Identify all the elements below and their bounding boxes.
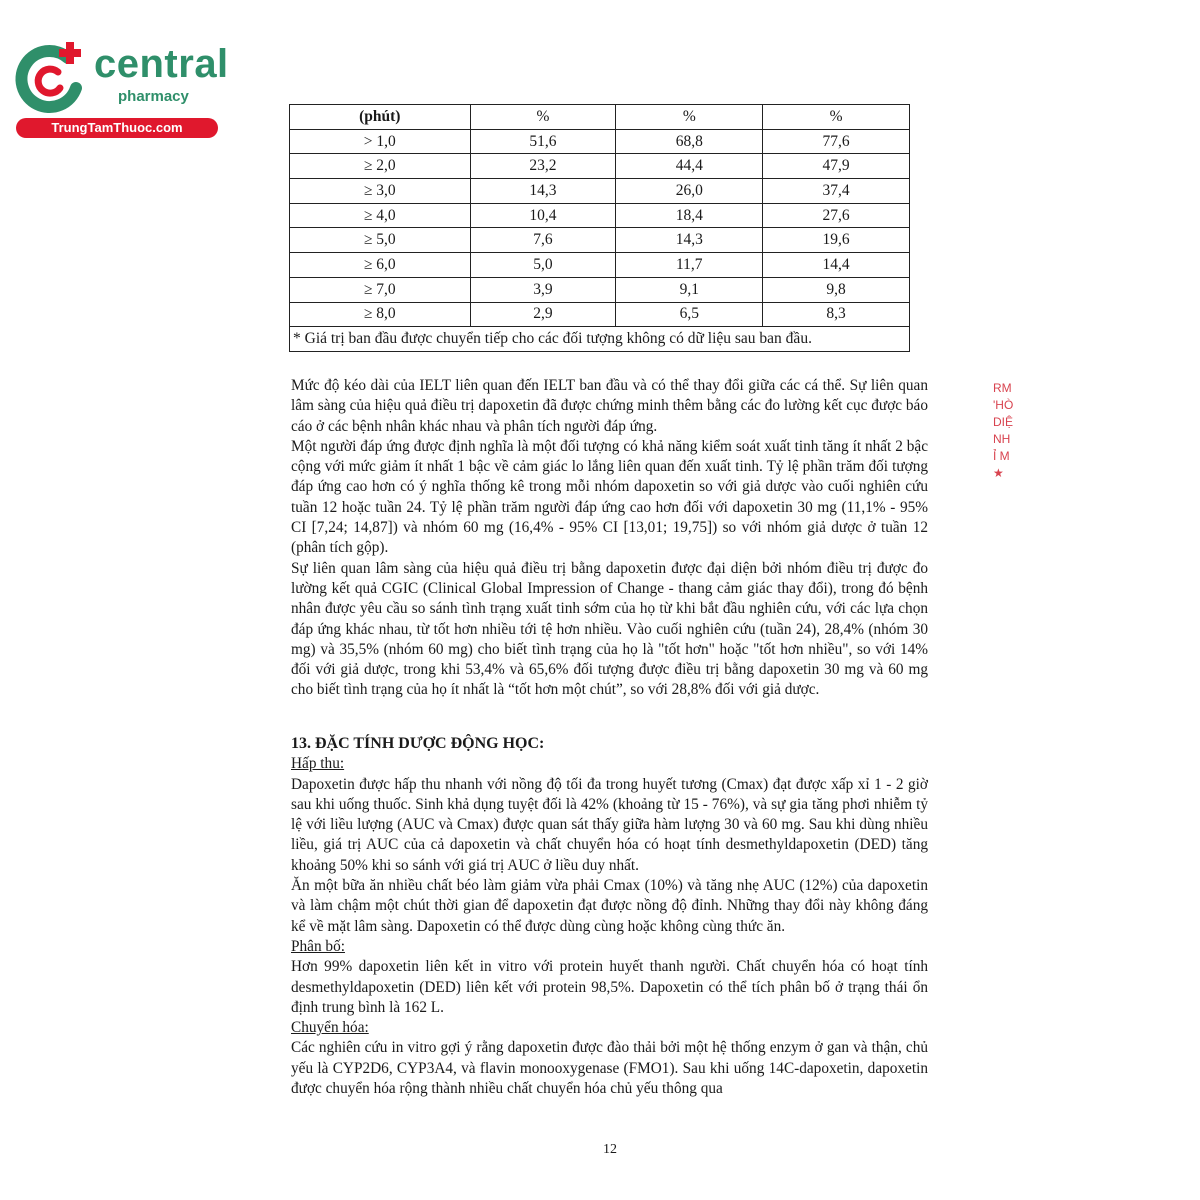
stamp-text: DIỆ <box>993 415 1014 429</box>
table-row <box>290 179 910 204</box>
table-cell: 23,2 <box>470 154 616 179</box>
stamp-text: 'HÒ <box>993 398 1014 412</box>
paragraph: Ăn một bữa ăn nhiều chất béo làm giảm vừa phải Cmax (10%) và tăng nhẹ AUC (12%) của dapoxetin và làm chậm một chút thời gian để dapoxetin đạt được nồng độ đỉnh. Những thay đổi này không đáng kể về mặt lâm sàng. Dapoxetin có thể được dùng cùng hoặc không cùng thức ăn. <box>291 877 928 935</box>
table-cell: 14,3 <box>470 179 616 204</box>
table-header-cell: % <box>763 105 910 130</box>
table-cell: 14,4 <box>763 253 910 278</box>
table-cell: 14,3 <box>616 228 763 253</box>
table-cell: 18,4 <box>616 203 763 228</box>
section-heading: 13. ĐẶC TÍNH DƯỢC ĐỘNG HỌC: <box>291 735 545 752</box>
table-cell: 27,6 <box>763 203 910 228</box>
stamp-text: Ỉ M <box>993 449 1010 463</box>
table-cell: ≥ 2,0 <box>290 154 471 179</box>
table-cell: 6,5 <box>616 302 763 327</box>
table-cell: 77,6 <box>763 129 910 154</box>
table-cell: ≥ 6,0 <box>290 253 471 278</box>
table-cell: ≥ 7,0 <box>290 277 471 302</box>
logo-name: central <box>94 42 229 86</box>
table-cell: 3,9 <box>470 277 616 302</box>
table-cell: 37,4 <box>763 179 910 204</box>
subheading-distribution: Phân bố: <box>291 937 345 955</box>
stamp-text: NH <box>993 432 1011 446</box>
paragraph: Sự liên quan lâm sàng của hiệu quả điều trị bằng dapoxetin được đại diện bởi nhóm điều trị được đo lường kết quả CGIC (Clinical Global Impression of Change - thang cảm giác thay đổi), trong đó bệnh nhân được yêu cầu so sánh tình trạng xuất tinh sớm của họ từ khi bắt đầu nghiên cứu, với các lựa chọn đáp ứng khác nhau, từ tốt hơn nhiều tới tệ hơn nhiều. Vào cuối nghiên cứu (tuần 24), 28,4% (nhóm 30 mg) và 35,5% (nhóm 60 mg) cho biết tình trạng của họ là "tốt hơn" hoặc "tốt hơn nhiều", so với 14% đối với giả dược, trong khi 53,4% và 65,6% đối tượng được điều trị bằng dapoxetin 30 mg và 60 mg cho biết tình trạng của họ ít nhất là “tốt hơn một chút”, so với 28,8% đối với giả dược. <box>291 559 928 699</box>
logo-website[interactable]: TrungTamThuoc.com <box>16 118 218 138</box>
table-cell: 10,4 <box>470 203 616 228</box>
table-footnote: * Giá trị ban đầu được chuyển tiếp cho các đối tượng không có dữ liệu sau ban đầu. <box>290 327 910 352</box>
table-cell: 68,8 <box>616 129 763 154</box>
table-cell: 19,6 <box>763 228 910 253</box>
table-cell: 2,9 <box>470 302 616 327</box>
paragraph: Một người đáp ứng được định nghĩa là một đối tượng có khả năng kiểm soát xuất tinh tăng ít nhất 2 bậc cộng với mức giảm ít nhất 1 bậc về cảm giác lo lắng liên quan đến xuất tinh. Tỷ lệ phần trăm đối tượng đáp ứng cao hơn có ý nghĩa thống kê trong mỗi nhóm dapoxetin so với giả dược vào cuối nghiên cứu tuần 12 hoặc tuần 24. Tỷ lệ phần trăm người đáp ứng cao hơn đối với dapoxetin 30 mg (11,1% - 95% CI [7,24; 14,87]) và nhóm 60 mg (16,4% - 95% CI [13,01; 19,75]) so với nhóm giả dược ở tuần 12 (phân tích gộp). <box>291 437 928 557</box>
stamp-text: RM <box>993 381 1012 395</box>
table-cell: 44,4 <box>616 154 763 179</box>
table-row <box>290 203 910 228</box>
table-header-cell: % <box>470 105 616 130</box>
table-cell: ≥ 5,0 <box>290 228 471 253</box>
paragraph: Hơn 99% dapoxetin liên kết in vitro với protein huyết thanh người. Chất chuyển hóa có hoạt tính desmethyldapoxetin (DED) liên kết với protein 98,5%. Dapoxetin có thể tích phân bố ở trạng thái ổn định trung bình là 162 L. <box>291 958 928 1016</box>
central-pharmacy-logo <box>10 38 229 138</box>
pharmacy-logo-icon <box>10 38 90 118</box>
stamp-star: ★ <box>993 466 1004 480</box>
table-cell: 26,0 <box>616 179 763 204</box>
table-cell: ≥ 4,0 <box>290 203 471 228</box>
table-cell: 9,1 <box>616 277 763 302</box>
table-header-cell: % <box>616 105 763 130</box>
table-cell: 51,6 <box>470 129 616 154</box>
table-cell: 47,9 <box>763 154 910 179</box>
table-row <box>290 277 910 302</box>
table-cell: ≥ 3,0 <box>290 179 471 204</box>
paragraph: Các nghiên cứu in vitro gợi ý rằng dapoxetin được đào thải bởi một hệ thống enzym ở gan và thận, chủ yếu là CYP2D6, CYP3A4, và flavin monooxygenase (FMO1). Sau khi uống 14C-dapoxetin, dapoxetin được chuyển hóa rộng thành nhiều chất chuyển hóa chủ yếu thông qua <box>291 1039 928 1098</box>
table-cell: 7,6 <box>470 228 616 253</box>
table-header-row <box>290 105 910 130</box>
response-rate-table <box>289 104 910 352</box>
table-row <box>290 129 910 154</box>
table-row <box>290 253 910 278</box>
table-cell: 5,0 <box>470 253 616 278</box>
page-number: 12 <box>603 1142 617 1157</box>
table-row <box>290 228 910 253</box>
table-cell: 8,3 <box>763 302 910 327</box>
subheading-metabolism: Chuyển hóa: <box>291 1019 369 1037</box>
table-header-cell: (phút) <box>290 105 471 130</box>
table-row <box>290 302 910 327</box>
paragraph: Dapoxetin được hấp thu nhanh với nồng độ tối đa trong huyết tương (Cmax) đạt được xấp xỉ 1 - 2 giờ sau khi uống thuốc. Sinh khả dụng tuyệt đối là 42% (khoảng từ 15 - 76%), và sự gia tăng phơi nhiễm tỷ lệ với liều lượng (AUC và Cmax) được quan sát thấy giữa hàm lượng 30 và 60 mg. Sau khi dùng nhiều liều, giá trị AUC của cả dapoxetin và chất chuyển hóa có hoạt tính desmethyldapoxetin (DED) tăng khoảng 50% khi so sánh với giá trị AUC ở liều duy nhất. <box>291 775 928 874</box>
logo-subtitle: pharmacy <box>118 88 189 105</box>
efficacy-section <box>291 376 928 701</box>
table-cell: 11,7 <box>616 253 763 278</box>
red-stamp <box>993 380 1023 482</box>
table-cell: > 1,0 <box>290 129 471 154</box>
subheading-absorption: Hấp thu: <box>291 755 345 773</box>
table-footnote-row <box>290 327 910 352</box>
table-row <box>290 154 910 179</box>
table-cell: 9,8 <box>763 277 910 302</box>
table-cell: ≥ 8,0 <box>290 302 471 327</box>
paragraph: Mức độ kéo dài của IELT liên quan đến IELT ban đầu và có thể thay đổi giữa các cá thể. Sự liên quan lâm sàng của hiệu quả điều trị dapoxetin đã được chứng minh thêm bằng các đo lường kết cục được báo cáo ở các bệnh nhân khác nhau và phân tích người đáp ứng. <box>291 377 928 435</box>
pharmacokinetics-section <box>291 734 928 1099</box>
